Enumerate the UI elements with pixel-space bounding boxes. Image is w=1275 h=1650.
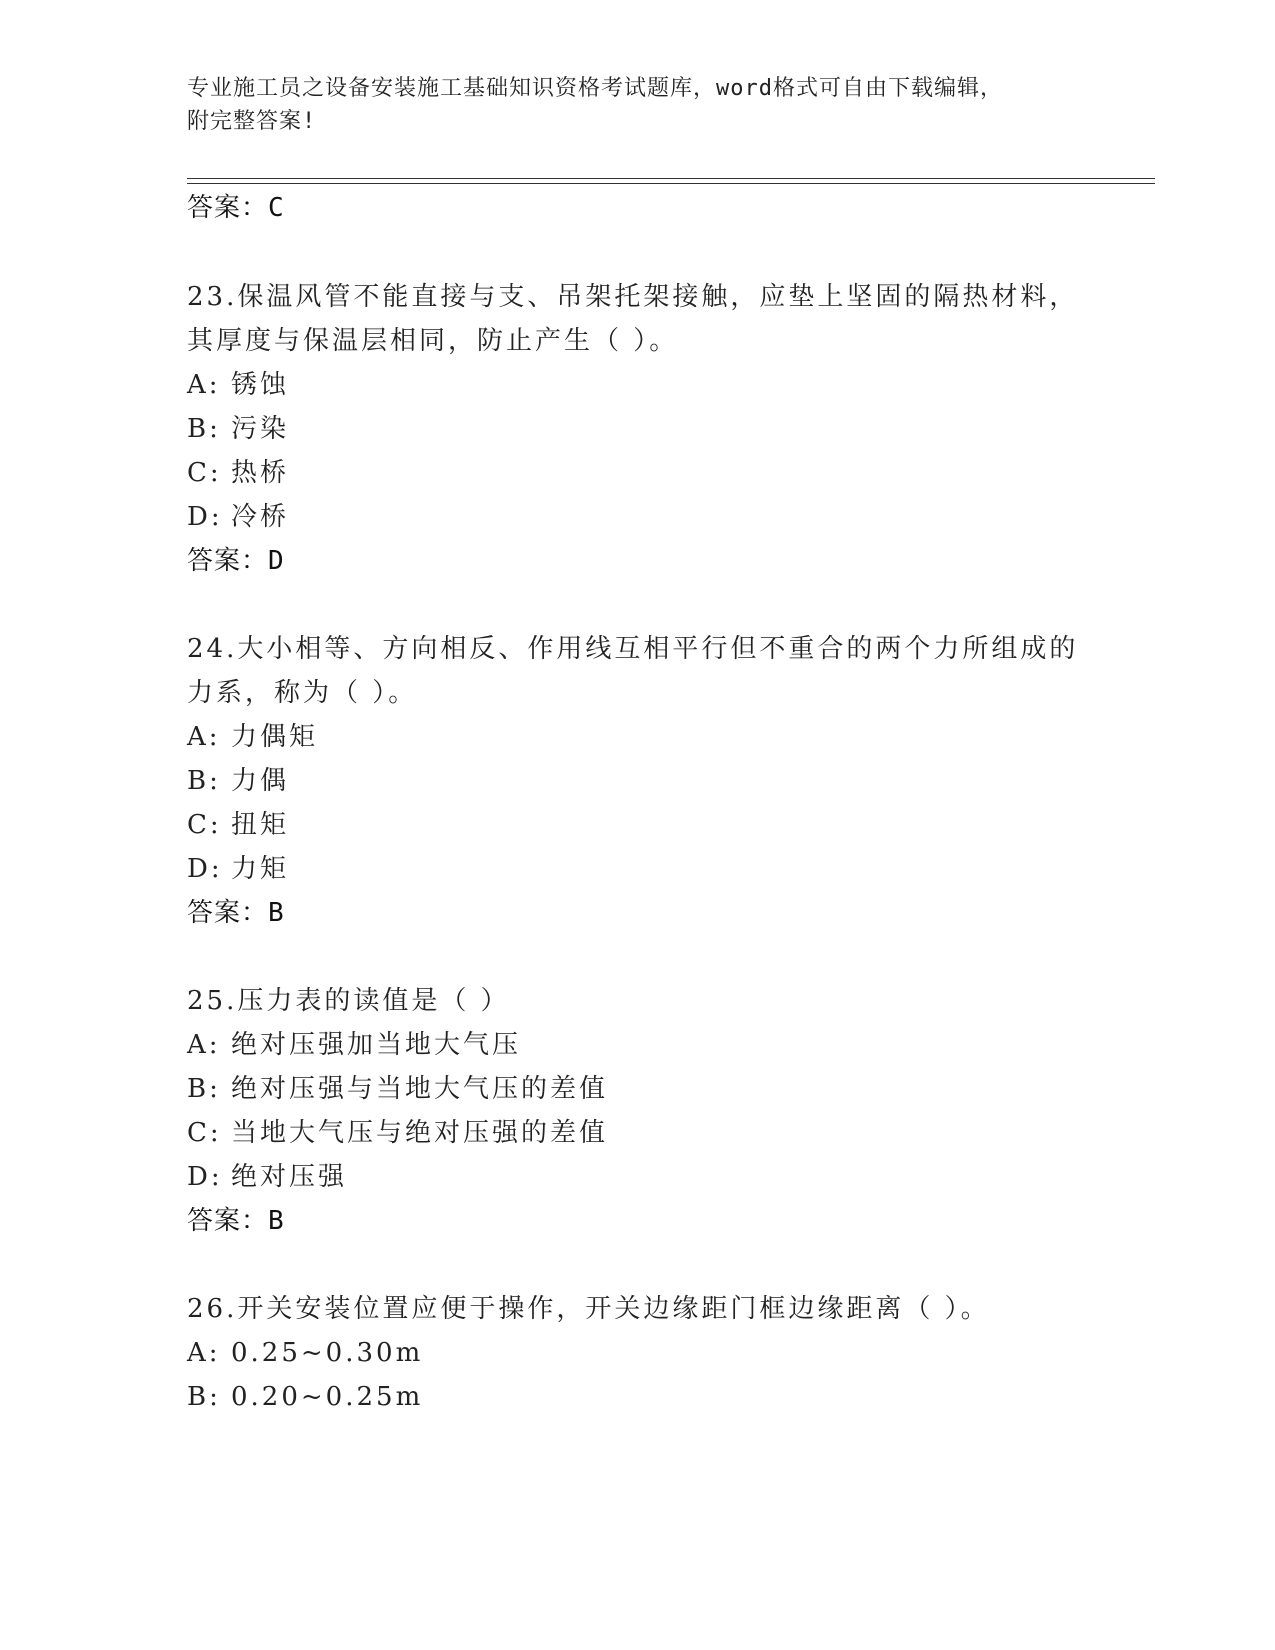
option-text: 扭矩 [231, 810, 290, 840]
question-26-option-b [187, 1380, 423, 1414]
option-text: 污染 [231, 414, 290, 444]
option-text: 力矩 [231, 854, 290, 884]
option-letter: A: [187, 722, 221, 752]
option-letter: A: [187, 370, 221, 400]
option-text: 热桥 [231, 458, 290, 488]
question-25-option-c [187, 1116, 608, 1150]
question-26-option-a [187, 1336, 423, 1370]
option-letter: D: [187, 502, 223, 532]
question-23-option-b [187, 412, 289, 446]
option-text: 冷桥 [231, 502, 290, 532]
question-23-option-a [187, 368, 289, 402]
question-23-text-line-1: 23.保温风管不能直接与支、吊架托架接触，应垫上坚固的隔热材料， [187, 282, 1079, 312]
option-text: 绝对压强 [231, 1162, 348, 1192]
option-letter: A: [187, 1030, 221, 1060]
question-26-text-line-1: 26.开关安装位置应便于操作，开关边缘距门框边缘距离（ ）。 [187, 1294, 990, 1324]
question-24-text-line-1: 24.大小相等、方向相反、作用线互相平行但不重合的两个力所组成的 [187, 634, 1079, 664]
question-23-answer: 答案：D [187, 546, 285, 576]
question-24-text-line-2: 力系，称为（ ）。 [187, 678, 418, 708]
question-23-option-d [187, 500, 289, 534]
option-text: 当地大气压与绝对压强的差值 [231, 1118, 609, 1148]
option-text: 力偶 [231, 766, 290, 796]
answer-line: 答案：C [187, 193, 285, 223]
question-25-option-b [187, 1072, 608, 1106]
question-24-answer: 答案：B [187, 898, 285, 928]
option-text: 力偶矩 [231, 722, 319, 752]
question-23-option-c [187, 456, 289, 490]
header-line-1: 专业施工员之设备安装施工基础知识资格考试题库，word格式可自由下载编辑， [187, 76, 1003, 101]
option-letter: A: [187, 1338, 221, 1368]
question-24-option-c [187, 808, 289, 842]
question-24-option-d [187, 852, 289, 886]
option-text: 绝对压强与当地大气压的差值 [231, 1074, 609, 1104]
option-letter: B: [187, 414, 221, 444]
option-text: 锈蚀 [231, 370, 290, 400]
question-25-text-line-1: 25.压力表的读值是（ ） [187, 986, 510, 1016]
option-letter: B: [187, 1074, 221, 1104]
question-23-text-line-2: 其厚度与保温层相同，防止产生（ ）。 [187, 326, 679, 356]
option-letter: C: [187, 810, 222, 840]
question-25-option-a [187, 1028, 521, 1062]
document-header [187, 72, 1067, 138]
option-text: 0.25~0.30m [231, 1338, 424, 1368]
question-25-answer: 答案：B [187, 1206, 285, 1236]
option-letter: C: [187, 1118, 222, 1148]
option-letter: B: [187, 766, 221, 796]
option-letter: B: [187, 1382, 221, 1412]
question-25-option-d [187, 1160, 347, 1194]
option-text: 0.20~0.25m [231, 1382, 424, 1412]
option-letter: D: [187, 854, 223, 884]
header-line-2: 附完整答案! [187, 109, 317, 134]
header-divider-top [187, 178, 1155, 179]
option-letter: D: [187, 1162, 223, 1192]
option-text: 绝对压强加当地大气压 [231, 1030, 522, 1060]
question-24-option-a [187, 720, 318, 754]
header-divider-bottom [187, 183, 1155, 184]
question-24-option-b [187, 764, 289, 798]
option-letter: C: [187, 458, 222, 488]
